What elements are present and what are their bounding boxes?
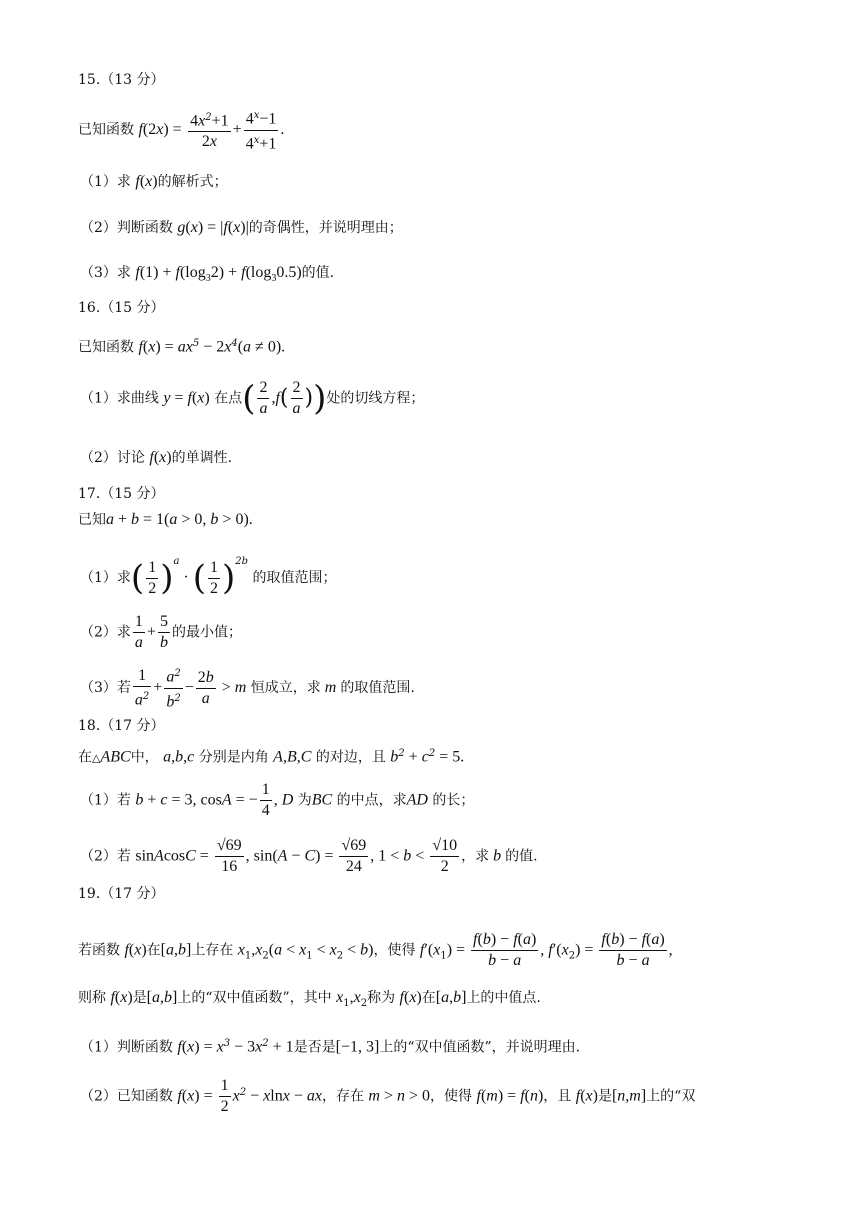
q17-stem: 已知a + b = 1(a > 0, b > 0). (78, 511, 253, 528)
q18-part1: （1）若 b + c = 3, cosA = − $\frac{1}{4}$ , D 为BC 的中点，求AD 的长； (80, 781, 475, 819)
q19-part2: （2）已知函数 f(x) = $\frac{1}{2}$ $x^2 - xlnx$ − ax，存在 m > n > 0，使得 f(m) = f(n)，且 f(x)是[n,m]上的“双 (80, 1077, 696, 1115)
q16-part1: （1）求曲线 y = f(x) 在点( $\frac{2}{a}$ ,f( $\frac{2}{a}$ ))处的切线方程； (80, 378, 425, 419)
q18-part2: （2）若 sinAcosC = $\frac{√69}{16}$ , sin(A − C) = $\frac{√69}{24}$ , 1 < b < $\frac{√10}{2}$ ，求 b 的值. (80, 837, 538, 875)
q16-stem: 已知函数 $f(x) = ax^5 - 2x^4(a \ne 0)$. (78, 338, 286, 356)
q17-part1: （1）求( $\frac{1}{2}$ )$^a$ · ( $\frac{1}{2}$ )$^{2b}$ 的取值范围； (80, 556, 337, 598)
q16-part2: （2）讨论 f(x)的单调性. (80, 449, 233, 466)
q16-heading: 16.（15 分） (78, 300, 165, 316)
q19-stem-line2: 则称 f(x)是[a,b]上的“双中值函数”，其中 $x_1,x_2$称为 f(x)在[a,b]上的中值点. (78, 989, 541, 1009)
q18-stem: 在△ABC中， a,b,c 分别是内角 A,B,C 的对边，且 $b^2 + c^2 = 5$. (78, 748, 465, 766)
q17-part3: （3）若 $\frac{1}{a^2}$ + $\frac{a^2}{b^2}$ − $\frac{2b}{a}$ > m 恒成立，求 m 的取值范围. (80, 664, 415, 712)
q15-stem: 已知函数 f(2x) = $\frac{4x^2+1}{2x}$ + $\frac{4^x-1}{4^x+1}$ . (78, 106, 284, 154)
q17-part2: （2）求 $\frac{1}{a}$ + $\frac{5}{b}$ 的最小值； (80, 613, 242, 651)
q18-heading: 18.（17 分） (78, 718, 165, 734)
q15-part3: （3）求 $f(1) + f(\log_32) + f(\log_30.5)$的值. (80, 264, 335, 285)
q19-part1: （1）判断函数 $f(x) = x^3 - 3x^2 + 1$是否是[−1, 3]上的“双中值函数”，并说明理由. (80, 1038, 581, 1056)
q19-stem-line1: 若函数 f(x)在[a,b]上存在 $x_1,x_2(a < x_1 < x_2 < b)$，使得 $f'(x_1)$ = $\frac{f(b) - f(a)}{b - a}$ , $f'(x_2)$ = $\frac{f(b) - f(a)}{b - a}$ , (78, 931, 673, 969)
q19-heading: 19.（17 分） (78, 886, 165, 902)
q17-heading: 17.（15 分） (78, 486, 165, 502)
q15-heading: 15.（13 分） (78, 72, 165, 88)
q15-part1: （1）求 f(x)的解析式； (80, 173, 228, 190)
q15-part2: （2）判断函数 g(x) = |f(x)|的奇偶性，并说明理由； (80, 219, 403, 236)
